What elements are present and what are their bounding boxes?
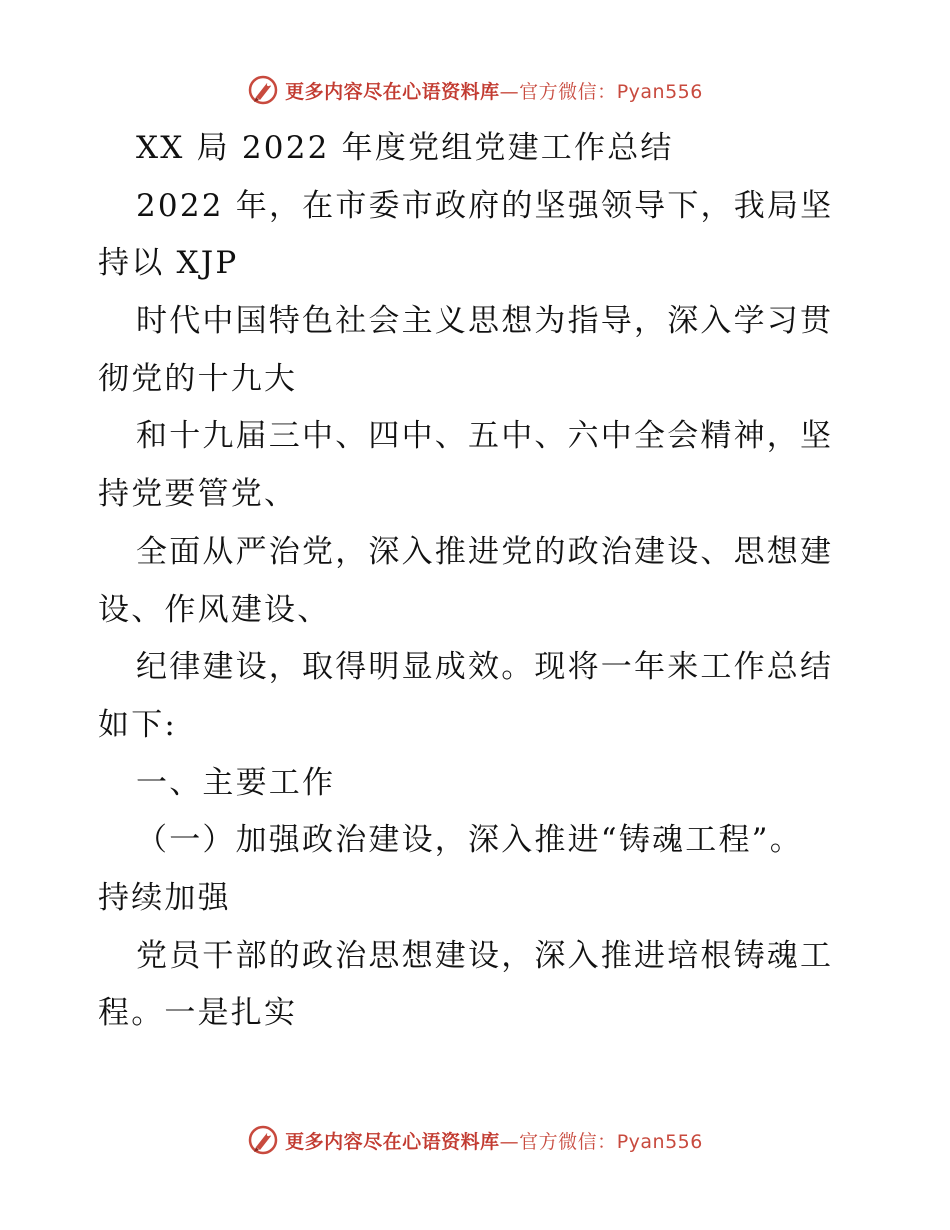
text-line: 持党要管党、 (98, 476, 298, 513)
text-line: 彻党的十九大 (98, 360, 298, 397)
text-line: XX 局 2022 年度党组党建工作总结 (136, 130, 674, 166)
text-line: 一、主要工作 (136, 764, 336, 801)
pen-nib-logo-icon (247, 74, 279, 106)
footer-watermark (0, 1120, 950, 1160)
text-line: 设、作风建设、 (98, 591, 331, 628)
watermark-text: 更多内容尽在心语资料库—官方微信：Pyan556 (285, 1130, 703, 1153)
text-line: 纪律建设，取得明显成效。现将一年来工作总结 (136, 649, 834, 686)
text-line: 如下: (98, 706, 178, 743)
text-line: 持以 XJP (98, 245, 239, 282)
pen-nib-logo-icon (247, 1124, 279, 1156)
text-line: 程。一是扎实 (98, 995, 298, 1032)
document-body (98, 120, 858, 1043)
text-line: 2022 年，在市委市政府的坚强领导下，我局坚 (136, 187, 834, 224)
watermark-text: 更多内容尽在心语资料库—官方微信：Pyan556 (285, 80, 703, 103)
header-watermark (0, 70, 950, 110)
watermark-group (247, 74, 703, 106)
text-line: 全面从严治党，深入推进党的政治建设、思想建 (136, 533, 834, 570)
text-line: 和十九届三中、四中、五中、六中全会精神，坚 (136, 418, 834, 455)
watermark-group (247, 1124, 703, 1156)
text-line: 持续加强 (98, 879, 231, 916)
text-line: （一）加强政治建设，深入推进“铸魂工程”。 (136, 822, 803, 859)
text-line: 时代中国特色社会主义思想为指导，深入学习贯 (136, 303, 834, 340)
text-line: 党员干部的政治思想建设，深入推进培根铸魂工 (136, 937, 834, 974)
